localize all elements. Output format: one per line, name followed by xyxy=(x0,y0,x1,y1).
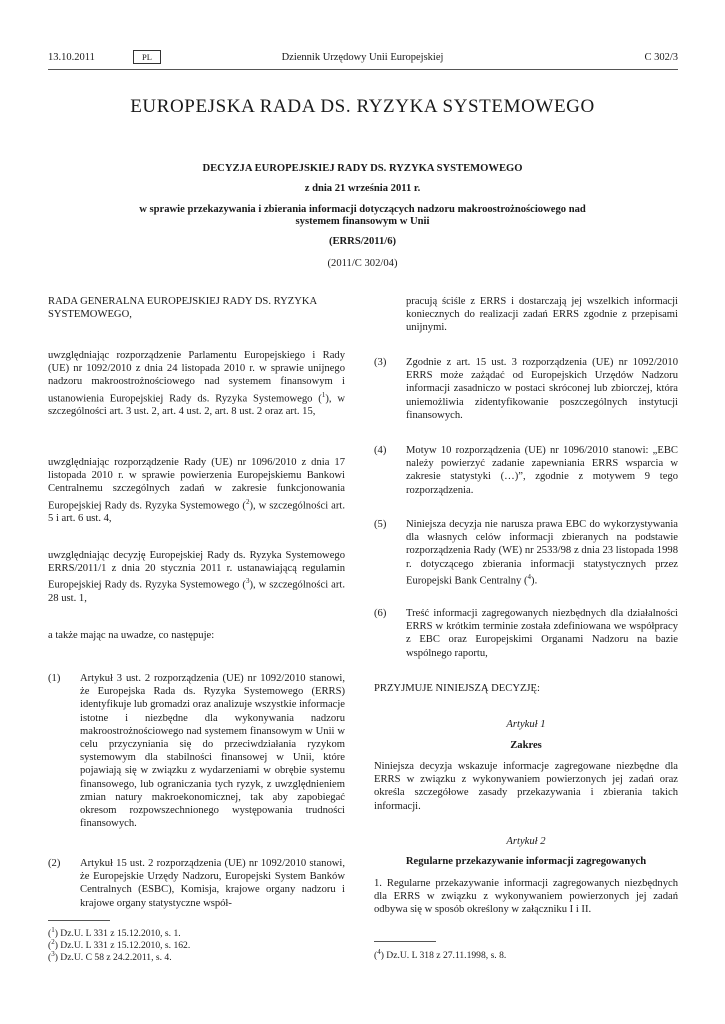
item-6-text: Treść informacji zagregowanych niezbędnych dla działalności ERRS w krótkim terminie została zdefiniowana we współpracy z EBC oraz Europejskimi Organami Nadzoru na bazie wspólnego raportu, xyxy=(406,608,678,659)
decision-title: DECYZJA EUROPEJSKIEJ RADY DS. RYZYKA SYSTEMOWEGO xyxy=(202,163,523,174)
footnote-right-4: ($^4$) Dz.U. L 318 z 27.11.1998, s. 8. xyxy=(374,948,507,962)
fn-3-num: 3 xyxy=(51,950,55,958)
fn-1-num: 1 xyxy=(51,926,55,934)
journal-name: Dziennik Urzędowy Unii Europejskiej xyxy=(281,52,444,63)
item-4-number: (4) xyxy=(374,445,387,456)
item-4-text: Motyw 10 rozporządzenia (UE) nr 1096/2010 stanowi: „EBC należy powierzyć zadanie zapewniania ERRS wsparcia w zakresie statystyki (…)”, zgodnie z motywem 9 tego rozporządzenia. xyxy=(406,445,678,496)
footnote-ref-3[interactable]: 3 xyxy=(245,577,250,586)
fn-2-text: Dz.U. L 331 z 15.12.2010, s. 162. xyxy=(60,940,191,952)
recital-2-end: , w szczególności art. 5 i art. 6 ust. 4, xyxy=(48,500,345,525)
header-date: 13.10.2011 xyxy=(48,52,95,63)
fn-4-num: 4 xyxy=(377,948,381,956)
council-intro: RADA GENERALNA EUROPEJSKIEJ RADY DS. RYZYKA SYSTEMOWEGO, xyxy=(48,296,317,321)
item-3-number: (3) xyxy=(374,357,387,368)
fn-4-text: Dz.U. L 318 z 27.11.1998, s. 8. xyxy=(386,950,507,962)
footnote-divider-right xyxy=(374,941,436,942)
footnote-left-2: ($^2$) Dz.U. L 331 z 15.12.2010, s. 162. xyxy=(48,938,191,952)
article-2-title: Regularne przekazywanie informacji zagregowanych xyxy=(405,856,647,867)
recital-3: uwzględniając decyzję Europejskiej Rady ds. Ryzyka Systemowego ERRS/2011/1 z dnia 20 stycznia 2011 r. ustanawiającą regulamin Europejskiej Rady ds. Ryzyka Systemowego ($^3$), w szczególności art. 28 ust. 1, xyxy=(48,550,345,605)
fn-3-text: Dz.U. C 58 z 24.2.2011, s. 4. xyxy=(60,952,172,964)
item-5-number: (5) xyxy=(374,519,387,530)
decision-subject-1: w sprawie przekazywania i zbierania informacji dotyczących nadzoru makroostrożnościowego nad xyxy=(139,204,586,215)
decision-code: (ERRS/2011/6) xyxy=(328,236,397,247)
item-2-text: Artykuł 15 ust. 2 rozporządzenia (UE) nr 1092/2010 stanowi, że Europejskie Urzędy Nadzoru, Europejski System Banków Centralnych (ESBC), Komisja, krajowe organy nadzoru i krajowe organy statystyczne współ- xyxy=(80,858,345,909)
item-1-text: Artykuł 3 ust. 2 rozporządzenia (UE) nr 1092/2010 stanowi, że Europejska Rada ds. Ryzyka Systemowego (ERRS) identyfikuje lub gromadzi oraz analizuje wszystkie informacje istotne i niezbędne dla wykonywania nadzoru makroostrożnościowego nad systemem finansowym w Unii w celu przyczyniania się do przeciwdziałania ryzykom systemowym dla stabilności finansowej w Unii, które pojawiają się w związku z wydarzeniami w obrębie systemu finansowego, lub ograniczania tych ryzyk, z uwzględnieniem zmian natury makroekonomicznej, tak aby zapobiegać okresom rozpowszechnionego występowania trudności finansowych. xyxy=(80,673,345,830)
footnote-ref-2[interactable]: 2 xyxy=(245,497,250,506)
decision-date: z dnia 21 września 2011 r. xyxy=(304,183,421,194)
page-reference: C 302/3 xyxy=(644,52,678,63)
whereas-line: a także mając na uwadze, co następuje: xyxy=(48,630,215,641)
item-6-number: (6) xyxy=(374,608,387,619)
fn-2-num: 2 xyxy=(51,938,55,946)
language-badge: PL xyxy=(133,50,161,64)
recital-2: uwzględniając rozporządzenie Rady (UE) nr 1096/2010 z dnia 17 listopada 2010 r. w sprawie powierzenia Europejskiemu Bankowi Centralnemu szczególnych zadań w zakresie funkcjonowania Europejskiej Rady ds. Ryzyka Systemowego ($^2$), w szczególności art. 5 i art. 6 ust. 4, xyxy=(48,457,345,525)
item-2-continuation: pracują ściśle z ERRS i dostarczają jej wszelkich informacji koniecznych do realizacji zadań ERRS zgodnie z przepisami unijnymi. xyxy=(406,296,678,334)
article-2-label: Artykuł 2 xyxy=(506,836,546,847)
item-2-number: (2) xyxy=(48,858,61,869)
article-1-text: Niniejsza decyzja wskazuje informacje zagregowane niezbędne dla ERRS w związku z wykonywaniem powierzonych jej zadań oraz określa szczegółowe zasady przekazywania i zbierania takich informacji. xyxy=(374,761,678,812)
article-2-text: 1. Regularne przekazywanie informacji zagregowanych niezbędnych dla ERRS w związku z wykonywaniem powierzonych jej zadań odbywa się w sposób określony w załączniku I i II. xyxy=(374,878,678,916)
footnote-ref-1[interactable]: 1 xyxy=(321,390,326,399)
recital-1-text: uwzględniając rozporządzenie Parlamentu Europejskiego i Rady (UE) nr 1092/2010 z dnia 24 listopada 2010 r. w sprawie unijnego nadzoru makroostrożnościowego nad systemem finansowym i ustanowienia Europejskiej Rady ds. Ryzyka Systemowego xyxy=(48,350,345,405)
recital-1-end: , w szczególności art. 3 ust. 2, art. 4 ust. 2, art. 8 ust. 2 oraz art. 15, xyxy=(48,393,345,418)
recital-3-end: , w szczególności art. 28 ust. 1, xyxy=(48,579,345,605)
item-1-number: (1) xyxy=(48,673,61,684)
adopts-line: PRZYJMUJE NINIEJSZĄ DECYZJĘ: xyxy=(374,683,540,694)
header-divider xyxy=(48,69,678,70)
footnote-divider-left xyxy=(48,920,110,921)
footnote-left-3: ($^3$) Dz.U. C 58 z 24.2.2011, s. 4. xyxy=(48,950,172,964)
article-1-title: Zakres xyxy=(510,740,542,751)
footnote-ref-4[interactable]: 4 xyxy=(527,572,532,581)
recital-1: uwzględniając rozporządzenie Parlamentu Europejskiego i Rady (UE) nr 1092/2010 z dnia 24 listopada 2010 r. w sprawie unijnego nadzoru makroostrożnościowego nad systemem finansowym i ustanowienia Europejskiej Rady ds. Ryzyka Systemowego ($^1$), w szczególności art. 3 ust. 2, art. 4 ust. 2, art. 8 ust. 2 oraz art. 15, xyxy=(48,350,345,418)
decision-ref: (2011/C 302/04) xyxy=(327,258,398,269)
item-5-body: Niniejsza decyzja nie narusza prawa EBC do wykorzystywania dla własnych celów informacji zbieranych na podstawie rozporządzenia Rady (WE) nr 2533/98 z dnia 23 listopada 1998 r. dotyczącego zbierania informacji statystycznych przez Europejski Bank Centralny xyxy=(406,519,678,587)
item-5-text: Niniejsza decyzja nie narusza prawa EBC do wykorzystywania dla własnych celów informacji zbieranych na podstawie rozporządzenia Rady (WE) nr 2533/98 z dnia 23 listopada 1998 r. dotyczącego zbierania informacji statystycznych przez Europejski Bank Centralny ($^4$). xyxy=(406,519,678,587)
recital-2-text: uwzględniając rozporządzenie Rady (UE) nr 1096/2010 z dnia 17 listopada 2010 r. w sprawie powierzenia Europejskiemu Bankowi Centralnemu szczególnych zadań w zakresie funkcjonowania Europejskiej Rady ds. Ryzyka Systemowego xyxy=(48,457,345,512)
page-title: EUROPEJSKA RADA DS. RYZYKA SYSTEMOWEGO xyxy=(130,96,595,117)
footnote-left-1: ($^1$) Dz.U. L 331 z 15.12.2010, s. 1. xyxy=(48,926,181,940)
recital-3-text: uwzględniając decyzję Europejskiej Rady ds. Ryzyka Systemowego ERRS/2011/1 z dnia 20 stycznia 2011 r. ustanawiającą regulamin Europejskiej Rady ds. Ryzyka Systemowego xyxy=(48,550,345,591)
item-5-end: . xyxy=(534,575,538,587)
decision-subject-2: systemem finansowym w Unii xyxy=(295,216,430,227)
item-3-text: Zgodnie z art. 15 ust. 3 rozporządzenia (UE) nr 1092/2010 ERRS może zażądać od Europejskich Urzędów Nadzoru informacji zasadniczo w postaci skróconej lub zbiorczej, która uniemożliwia zidentyfikowanie poszczególnych instytucji finansowych. xyxy=(406,357,678,421)
article-1-label: Artykuł 1 xyxy=(506,719,546,730)
fn-1-text: Dz.U. L 331 z 15.12.2010, s. 1. xyxy=(60,928,181,940)
